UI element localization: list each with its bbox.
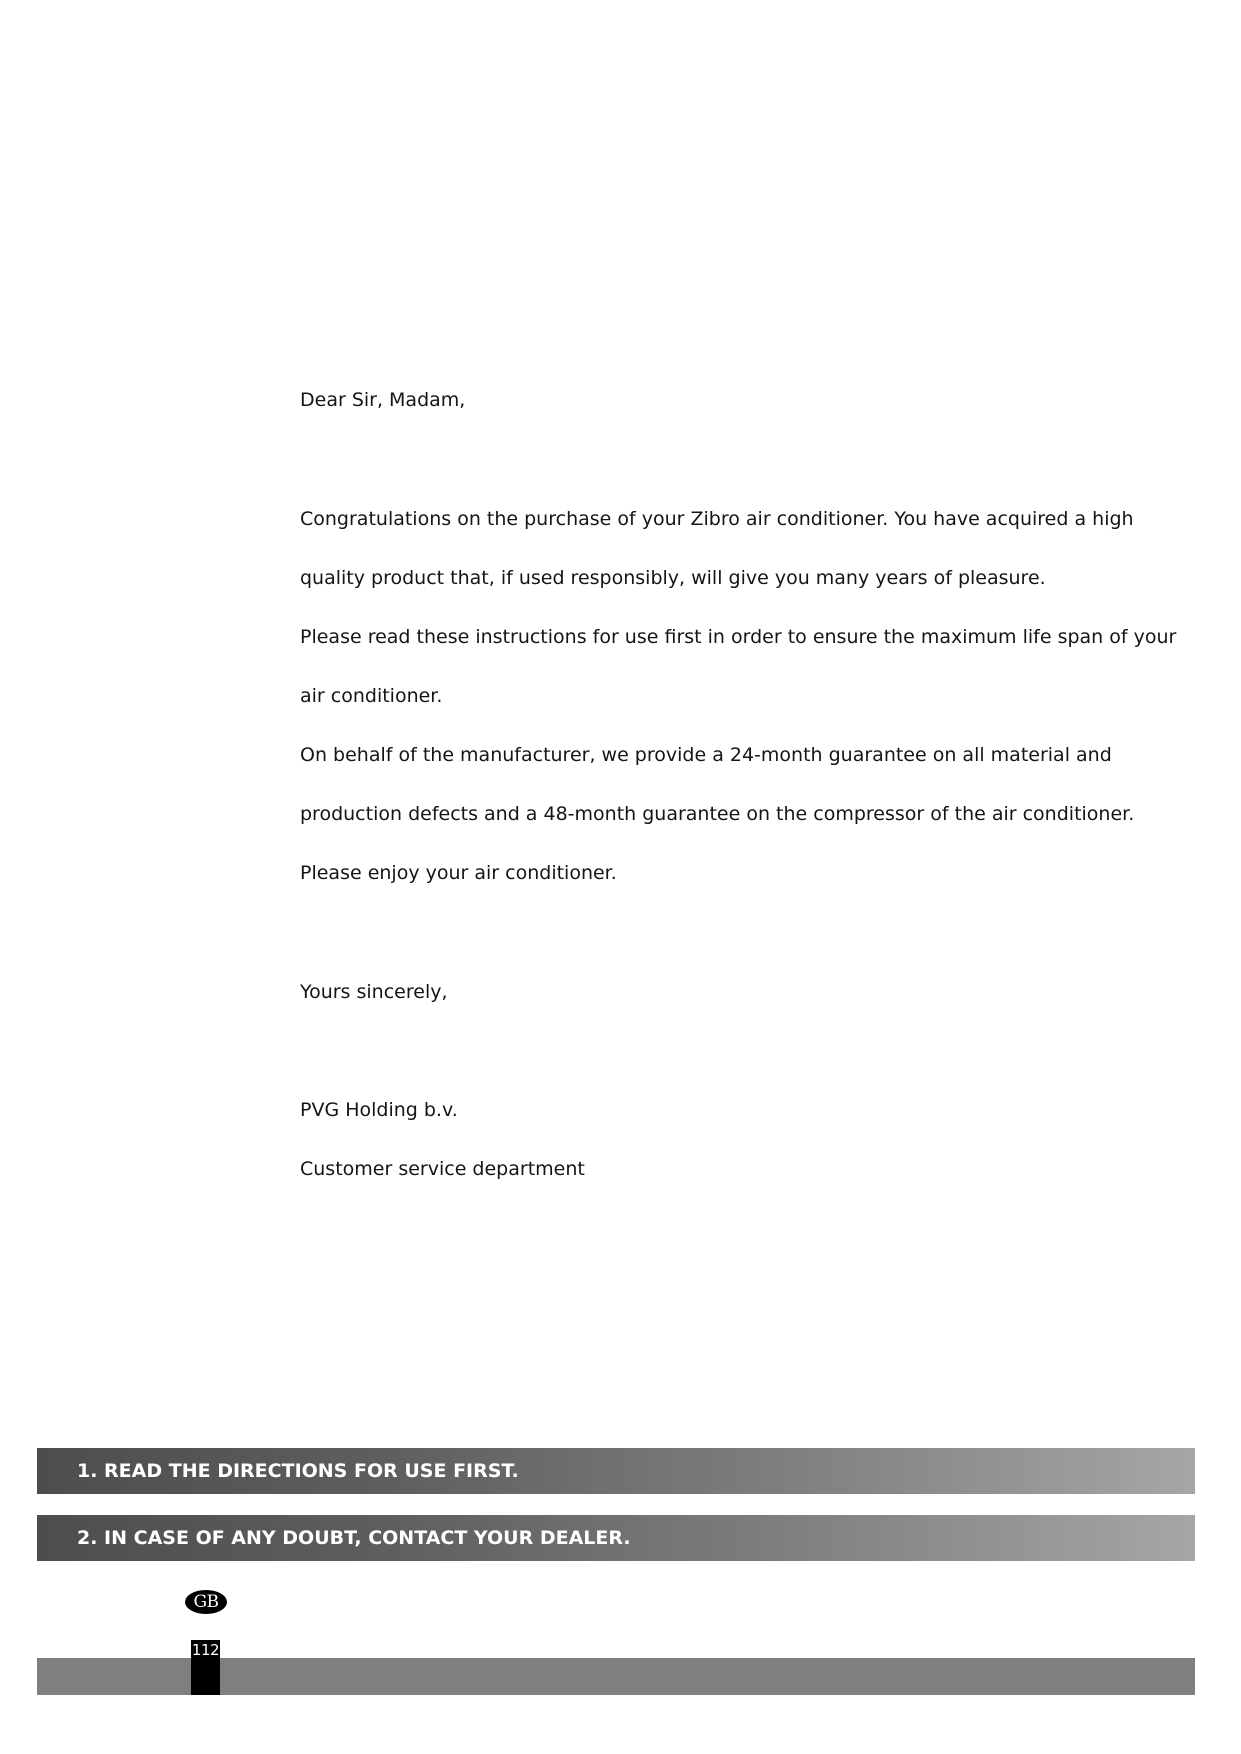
- directions-banner: [37, 1448, 1195, 1494]
- letter-line-4: air conditioner.: [300, 685, 443, 707]
- letter-line-6: production defects and a 48-month guarantee on the compressor of the air conditioner.: [300, 803, 1135, 825]
- letter-line-3: Please read these instructions for use first in order to ensure the maximum life span of your: [300, 626, 1177, 648]
- language-badge: GB: [185, 1590, 227, 1614]
- letter-line-1: Congratulations on the purchase of your Zibro air conditioner. You have acquired a high: [300, 508, 1134, 530]
- page-number: 112: [191, 1641, 220, 1659]
- salutation: Dear Sir, Madam,: [300, 389, 466, 411]
- letter-line-5: On behalf of the manufacturer, we provide a 24-month guarantee on all material and: [300, 744, 1112, 766]
- letter-line-7: Please enjoy your air conditioner.: [300, 862, 617, 884]
- letter-line-2: quality product that, if used responsibly, will give you many years of pleasure.: [300, 567, 1046, 589]
- company-name: PVG Holding b.v.: [300, 1099, 458, 1121]
- department-name: Customer service department: [300, 1158, 585, 1180]
- closing: Yours sincerely,: [300, 981, 448, 1003]
- directions-banner-text: 1. READ THE DIRECTIONS FOR USE FIRST.: [77, 1460, 519, 1482]
- dealer-banner: [37, 1515, 1195, 1561]
- dealer-banner-text: 2. IN CASE OF ANY DOUBT, CONTACT YOUR DEALER.: [77, 1527, 631, 1549]
